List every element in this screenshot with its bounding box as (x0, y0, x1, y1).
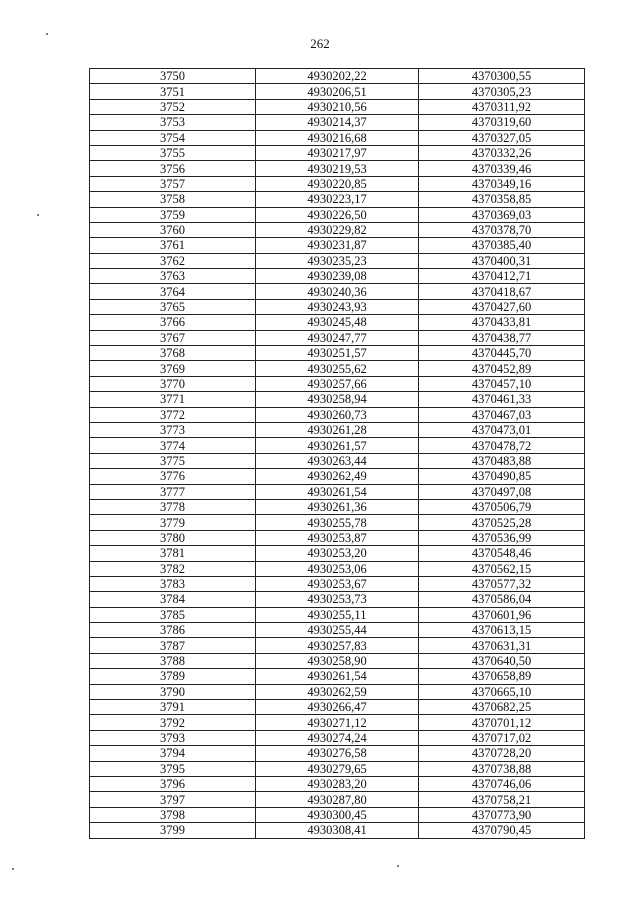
y-coordinate-cell: 4370467,03 (419, 407, 585, 422)
y-coordinate-cell: 4370300,55 (419, 69, 585, 84)
table-row (90, 592, 585, 607)
table-row (90, 761, 585, 776)
y-coordinate-cell: 4370332,26 (419, 145, 585, 160)
point-number-cell: 3785 (90, 607, 256, 622)
y-coordinate-cell: 4370445,70 (419, 346, 585, 361)
x-coordinate-cell: 4930240,36 (256, 284, 419, 299)
table-row (90, 530, 585, 545)
x-coordinate-cell: 4930231,87 (256, 238, 419, 253)
x-coordinate-cell: 4930261,28 (256, 422, 419, 437)
y-coordinate-cell: 4370452,89 (419, 361, 585, 376)
x-coordinate-cell: 4930214,37 (256, 115, 419, 130)
y-coordinate-cell: 4370319,60 (419, 115, 585, 130)
y-coordinate-cell: 4370717,02 (419, 730, 585, 745)
point-number-cell: 3760 (90, 222, 256, 237)
y-coordinate-cell: 4370682,25 (419, 700, 585, 715)
y-coordinate-cell: 4370536,99 (419, 530, 585, 545)
point-number-cell: 3797 (90, 792, 256, 807)
point-number-cell: 3798 (90, 807, 256, 822)
point-number-cell: 3787 (90, 638, 256, 653)
point-number-cell: 3779 (90, 515, 256, 530)
y-coordinate-cell: 4370473,01 (419, 422, 585, 437)
point-number-cell: 3786 (90, 623, 256, 638)
y-coordinate-cell: 4370631,31 (419, 638, 585, 653)
table-row (90, 653, 585, 668)
x-coordinate-cell: 4930287,80 (256, 792, 419, 807)
x-coordinate-cell: 4930216,68 (256, 130, 419, 145)
y-coordinate-cell: 4370640,50 (419, 653, 585, 668)
point-number-cell: 3799 (90, 823, 256, 838)
y-coordinate-cell: 4370738,88 (419, 761, 585, 776)
table-row (90, 823, 585, 838)
point-number-cell: 3789 (90, 669, 256, 684)
table-row (90, 715, 585, 730)
point-number-cell: 3778 (90, 499, 256, 514)
y-coordinate-cell: 4370665,10 (419, 684, 585, 699)
coordinates-table-body (90, 69, 585, 839)
x-coordinate-cell: 4930235,23 (256, 253, 419, 268)
y-coordinate-cell: 4370548,46 (419, 546, 585, 561)
y-coordinate-cell: 4370790,45 (419, 823, 585, 838)
table-row (90, 145, 585, 160)
table-row (90, 469, 585, 484)
table-row (90, 222, 585, 237)
scan-speck (12, 868, 14, 870)
point-number-cell: 3761 (90, 238, 256, 253)
table-row (90, 69, 585, 84)
table-row (90, 669, 585, 684)
point-number-cell: 3762 (90, 253, 256, 268)
table-row (90, 499, 585, 514)
x-coordinate-cell: 4930245,48 (256, 315, 419, 330)
point-number-cell: 3795 (90, 761, 256, 776)
scan-speck (46, 33, 48, 35)
y-coordinate-cell: 4370577,32 (419, 576, 585, 591)
x-coordinate-cell: 4930251,57 (256, 346, 419, 361)
table-row (90, 546, 585, 561)
point-number-cell: 3783 (90, 576, 256, 591)
x-coordinate-cell: 4930255,11 (256, 607, 419, 622)
table-row (90, 207, 585, 222)
x-coordinate-cell: 4930262,59 (256, 684, 419, 699)
x-coordinate-cell: 4930263,44 (256, 453, 419, 468)
point-number-cell: 3750 (90, 69, 256, 84)
x-coordinate-cell: 4930219,53 (256, 161, 419, 176)
y-coordinate-cell: 4370728,20 (419, 746, 585, 761)
point-number-cell: 3754 (90, 130, 256, 145)
table-row (90, 438, 585, 453)
x-coordinate-cell: 4930217,97 (256, 145, 419, 160)
point-number-cell: 3752 (90, 99, 256, 114)
point-number-cell: 3768 (90, 346, 256, 361)
table-row (90, 407, 585, 422)
x-coordinate-cell: 4930239,08 (256, 269, 419, 284)
table-row (90, 284, 585, 299)
x-coordinate-cell: 4930247,77 (256, 330, 419, 345)
x-coordinate-cell: 4930261,57 (256, 438, 419, 453)
point-number-cell: 3788 (90, 653, 256, 668)
point-number-cell: 3781 (90, 546, 256, 561)
x-coordinate-cell: 4930253,06 (256, 561, 419, 576)
table-row (90, 361, 585, 376)
x-coordinate-cell: 4930253,20 (256, 546, 419, 561)
point-number-cell: 3773 (90, 422, 256, 437)
table-row (90, 515, 585, 530)
table-row (90, 253, 585, 268)
x-coordinate-cell: 4930261,36 (256, 499, 419, 514)
y-coordinate-cell: 4370586,04 (419, 592, 585, 607)
table-row (90, 299, 585, 314)
y-coordinate-cell: 4370457,10 (419, 376, 585, 391)
table-row (90, 130, 585, 145)
table-row (90, 807, 585, 822)
y-coordinate-cell: 4370601,96 (419, 607, 585, 622)
point-number-cell: 3776 (90, 469, 256, 484)
scan-speck (37, 214, 39, 216)
y-coordinate-cell: 4370385,40 (419, 238, 585, 253)
table-row (90, 792, 585, 807)
point-number-cell: 3777 (90, 484, 256, 499)
point-number-cell: 3769 (90, 361, 256, 376)
y-coordinate-cell: 4370506,79 (419, 499, 585, 514)
table-row (90, 392, 585, 407)
point-number-cell: 3765 (90, 299, 256, 314)
scan-speck (397, 865, 399, 867)
table-row (90, 238, 585, 253)
y-coordinate-cell: 4370433,81 (419, 315, 585, 330)
x-coordinate-cell: 4930266,47 (256, 700, 419, 715)
x-coordinate-cell: 4930255,78 (256, 515, 419, 530)
table-row (90, 315, 585, 330)
y-coordinate-cell: 4370701,12 (419, 715, 585, 730)
y-coordinate-cell: 4370483,88 (419, 453, 585, 468)
coordinates-table (89, 68, 585, 839)
x-coordinate-cell: 4930260,73 (256, 407, 419, 422)
y-coordinate-cell: 4370773,90 (419, 807, 585, 822)
table-row (90, 561, 585, 576)
x-coordinate-cell: 4930257,66 (256, 376, 419, 391)
y-coordinate-cell: 4370658,89 (419, 669, 585, 684)
table-row (90, 746, 585, 761)
point-number-cell: 3767 (90, 330, 256, 345)
page-number: 262 (310, 36, 330, 51)
table-row (90, 576, 585, 591)
x-coordinate-cell: 4930261,54 (256, 669, 419, 684)
table-row (90, 638, 585, 653)
x-coordinate-cell: 4930253,73 (256, 592, 419, 607)
point-number-cell: 3784 (90, 592, 256, 607)
point-number-cell: 3790 (90, 684, 256, 699)
point-number-cell: 3774 (90, 438, 256, 453)
y-coordinate-cell: 4370525,28 (419, 515, 585, 530)
point-number-cell: 3780 (90, 530, 256, 545)
point-number-cell: 3759 (90, 207, 256, 222)
x-coordinate-cell: 4930271,12 (256, 715, 419, 730)
table-row (90, 115, 585, 130)
point-number-cell: 3791 (90, 700, 256, 715)
point-number-cell: 3770 (90, 376, 256, 391)
x-coordinate-cell: 4930279,65 (256, 761, 419, 776)
point-number-cell: 3794 (90, 746, 256, 761)
x-coordinate-cell: 4930258,90 (256, 653, 419, 668)
table-row (90, 700, 585, 715)
y-coordinate-cell: 4370418,67 (419, 284, 585, 299)
point-number-cell: 3775 (90, 453, 256, 468)
x-coordinate-cell: 4930255,62 (256, 361, 419, 376)
y-coordinate-cell: 4370349,16 (419, 176, 585, 191)
point-number-cell: 3793 (90, 730, 256, 745)
x-coordinate-cell: 4930257,83 (256, 638, 419, 653)
point-number-cell: 3763 (90, 269, 256, 284)
y-coordinate-cell: 4370461,33 (419, 392, 585, 407)
table-row (90, 453, 585, 468)
y-coordinate-cell: 4370305,23 (419, 84, 585, 99)
y-coordinate-cell: 4370746,06 (419, 776, 585, 791)
x-coordinate-cell: 4930274,24 (256, 730, 419, 745)
point-number-cell: 3757 (90, 176, 256, 191)
point-number-cell: 3766 (90, 315, 256, 330)
table-row (90, 776, 585, 791)
point-number-cell: 3772 (90, 407, 256, 422)
table-row (90, 269, 585, 284)
x-coordinate-cell: 4930226,50 (256, 207, 419, 222)
point-number-cell: 3751 (90, 84, 256, 99)
point-number-cell: 3764 (90, 284, 256, 299)
point-number-cell: 3782 (90, 561, 256, 576)
table-row (90, 330, 585, 345)
x-coordinate-cell: 4930308,41 (256, 823, 419, 838)
point-number-cell: 3756 (90, 161, 256, 176)
x-coordinate-cell: 4930210,56 (256, 99, 419, 114)
point-number-cell: 3758 (90, 192, 256, 207)
x-coordinate-cell: 4930202,22 (256, 69, 419, 84)
y-coordinate-cell: 4370311,92 (419, 99, 585, 114)
y-coordinate-cell: 4370490,85 (419, 469, 585, 484)
table-row (90, 422, 585, 437)
table-row (90, 99, 585, 114)
x-coordinate-cell: 4930243,93 (256, 299, 419, 314)
x-coordinate-cell: 4930220,85 (256, 176, 419, 191)
point-number-cell: 3792 (90, 715, 256, 730)
table-row (90, 730, 585, 745)
table-row (90, 176, 585, 191)
x-coordinate-cell: 4930283,20 (256, 776, 419, 791)
x-coordinate-cell: 4930258,94 (256, 392, 419, 407)
y-coordinate-cell: 4370327,05 (419, 130, 585, 145)
point-number-cell: 3755 (90, 145, 256, 160)
y-coordinate-cell: 4370412,71 (419, 269, 585, 284)
y-coordinate-cell: 4370478,72 (419, 438, 585, 453)
table-row (90, 607, 585, 622)
x-coordinate-cell: 4930261,54 (256, 484, 419, 499)
table-row (90, 346, 585, 361)
table-row (90, 623, 585, 638)
x-coordinate-cell: 4930300,45 (256, 807, 419, 822)
y-coordinate-cell: 4370758,21 (419, 792, 585, 807)
y-coordinate-cell: 4370378,70 (419, 222, 585, 237)
x-coordinate-cell: 4930223,17 (256, 192, 419, 207)
x-coordinate-cell: 4930253,67 (256, 576, 419, 591)
x-coordinate-cell: 4930262,49 (256, 469, 419, 484)
x-coordinate-cell: 4930206,51 (256, 84, 419, 99)
y-coordinate-cell: 4370497,08 (419, 484, 585, 499)
x-coordinate-cell: 4930276,58 (256, 746, 419, 761)
y-coordinate-cell: 4370339,46 (419, 161, 585, 176)
table-row (90, 684, 585, 699)
y-coordinate-cell: 4370400,31 (419, 253, 585, 268)
y-coordinate-cell: 4370369,03 (419, 207, 585, 222)
table-row (90, 376, 585, 391)
x-coordinate-cell: 4930255,44 (256, 623, 419, 638)
table-row (90, 192, 585, 207)
table-row (90, 84, 585, 99)
y-coordinate-cell: 4370562,15 (419, 561, 585, 576)
x-coordinate-cell: 4930253,87 (256, 530, 419, 545)
point-number-cell: 3796 (90, 776, 256, 791)
x-coordinate-cell: 4930229,82 (256, 222, 419, 237)
point-number-cell: 3771 (90, 392, 256, 407)
y-coordinate-cell: 4370438,77 (419, 330, 585, 345)
y-coordinate-cell: 4370358,85 (419, 192, 585, 207)
table-row (90, 484, 585, 499)
y-coordinate-cell: 4370613,15 (419, 623, 585, 638)
y-coordinate-cell: 4370427,60 (419, 299, 585, 314)
table-row (90, 161, 585, 176)
point-number-cell: 3753 (90, 115, 256, 130)
